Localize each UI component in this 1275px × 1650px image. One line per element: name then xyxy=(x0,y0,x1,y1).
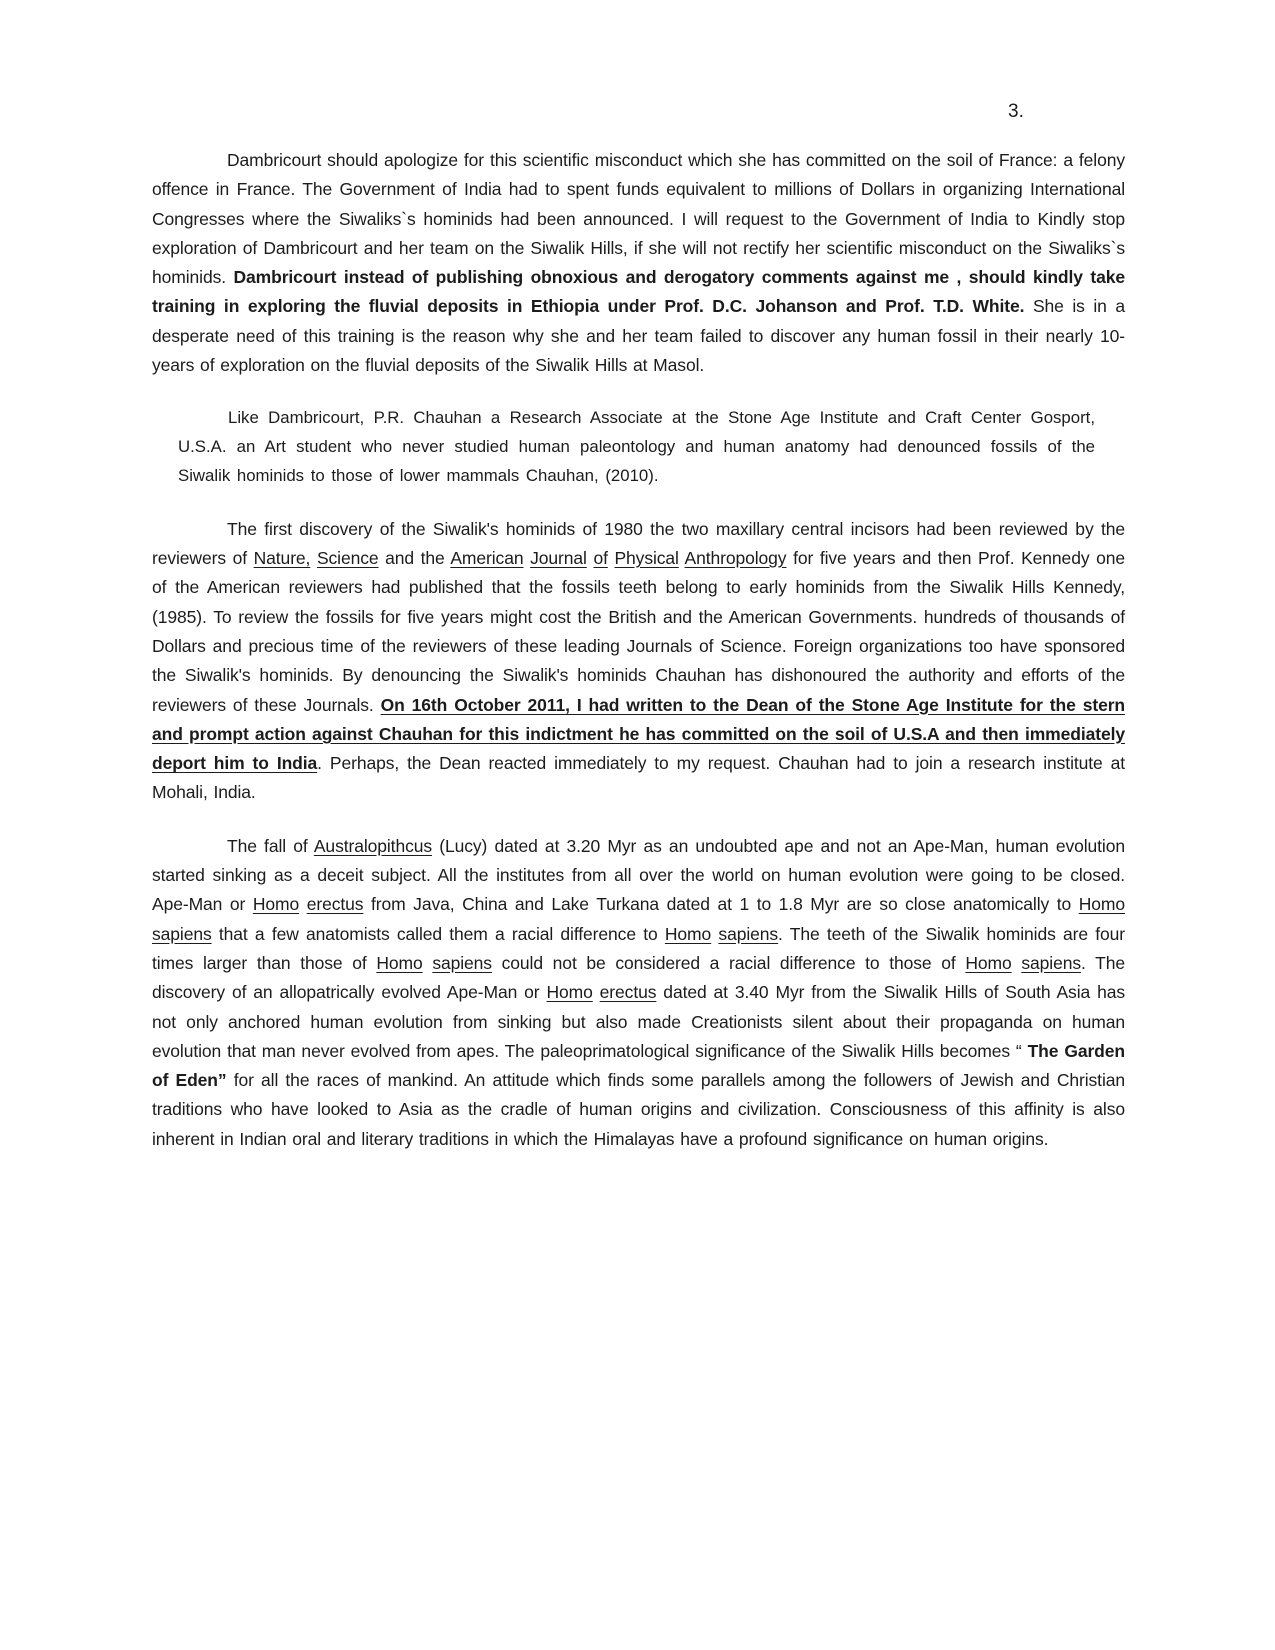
text-run: The Garden of Eden” xyxy=(152,1040,1125,1091)
text-run: sapiens xyxy=(152,923,212,944)
text-run: and the xyxy=(378,548,451,569)
text-run: sapiens xyxy=(1021,952,1081,973)
text-run: Homo xyxy=(965,952,1012,973)
text-run: of xyxy=(593,548,608,569)
text-run: Dambricourt instead of publishing obnoxious and derogatory comments against me , should kindly take training in exploring the fluvial deposits in Ethiopia under Prof. D.C. Johanson and Prof. T.D. White. xyxy=(152,267,1125,317)
text-run: from Java, China and Lake Turkana dated at 1 to 1.8 Myr are so close anatomically to xyxy=(363,894,1079,915)
text-run: Homo xyxy=(376,952,423,973)
text-run: The first discovery of the Siwalik's hominids of 1980 the two maxillary central incisors had been reviewed by the reviewers of xyxy=(152,518,1125,569)
text-run: On 16th October 2011, I had written to the Dean of the Stone Age Institute for the stern and prompt action against Chauhan for this indictment he has committed on the soil of U.S.A and then immediately deport him to India xyxy=(152,694,1126,774)
text-run: Anthropology xyxy=(684,548,787,569)
text-run: Dambricourt should apologize for this scientific misconduct which she has committed on the soil of France: a felony offence in France. The Government of India had to spent funds equivalent to millions of Dollars in organizing International Congresses where the Siwaliks`s hominids had been announced. I will request to the Government of India to Kindly stop exploration of Dambricourt and her team on the Siwalik Hills, if she will not rectify her scientific misconduct on the Siwaliks`s hominids. xyxy=(152,150,1125,288)
text-run: . The discovery of an allopatrically evolved Ape-Man or xyxy=(152,952,1125,1003)
text-run: that a few anatomists called them a racial difference to xyxy=(211,923,665,944)
document-body xyxy=(152,146,1125,1178)
text-run: Australopithcus xyxy=(313,835,433,856)
para-3 xyxy=(152,515,1125,808)
text-run: . The teeth of the Siwalik hominids are four times larger than those of xyxy=(152,923,1126,973)
text-run: (Lucy) dated at 3.20 Myr as an undoubted ape and not an Ape-Man, human evolution started sinking as a deceit subject. All the institutes from all over the world on human evolution were going to be closed. Ape-Man or xyxy=(152,835,1125,915)
text-run: American xyxy=(450,548,524,569)
text-run: Physical xyxy=(614,548,679,569)
text-run: sapiens xyxy=(432,952,492,973)
text-run: . Perhaps, the Dean reacted immediately to my request. Chauhan had to join a research institute at Mohali, India. xyxy=(152,753,1125,803)
text-run: Science xyxy=(316,548,379,569)
text-run xyxy=(299,894,307,914)
text-run: erectus xyxy=(306,894,364,915)
text-run: for five years and then Prof. Kennedy one of the American reviewers had published that the fossils teeth belong to early hominids from the Siwalik Hills Kennedy, (1985). To review the fossils for five years might cost the British and the American Governments. hundreds of thousands of Dollars and precious time of the reviewers of these leading Journals of Science. Foreign organizations too have sponsored the Siwalik's hominids. By denouncing the Siwalik's hominids Chauhan has dishonoured the authority and efforts of the reviewers of these Journals. xyxy=(152,548,1125,715)
text-run: erectus xyxy=(599,982,657,1003)
text-run: Homo xyxy=(546,982,593,1003)
para-4 xyxy=(152,832,1125,1154)
text-run: could not be considered a racial difference to those of xyxy=(491,952,966,973)
para-1 xyxy=(152,146,1125,380)
text-run: dated at 3.40 Myr from the Siwalik Hills of South Asia has not only anchored human evolution from sinking but also made Creationists silent about their propaganda on human evolution that man never evolved from apes. The paleoprimatological significance of the Siwalik Hills becomes “ xyxy=(152,982,1125,1061)
text-run: for all the races of mankind. An attitude which finds some parallels among the followers of Jewish and Christian traditions who have looked to Asia as the cradle of human origins and civilization. Consciousness of this affinity is also inherent in Indian oral and literary traditions in which the Himalayas have a profound significance on human origins. xyxy=(152,1070,1125,1149)
text-run: Homo xyxy=(1078,894,1125,915)
text-run: She is in a desperate need of this training is the reason why she and her team failed to discover any human fossil in their nearly 10-years of exploration on the fluvial deposits of the Siwalik Hills at Masol. xyxy=(152,296,1125,376)
text-run: sapiens xyxy=(718,923,779,944)
text-run: Nature, xyxy=(253,548,311,569)
para-2 xyxy=(178,404,1095,490)
text-run: The fall of xyxy=(227,835,314,856)
text-run xyxy=(593,982,600,1002)
text-run xyxy=(423,953,433,973)
text-run xyxy=(1012,953,1022,973)
text-run: Journal xyxy=(530,548,587,569)
text-run: Homo xyxy=(252,894,300,915)
text-run xyxy=(310,548,317,568)
text-run: Homo xyxy=(664,923,712,944)
text-run: Like Dambricourt, P.R. Chauhan a Research Associate at the Stone Age Institute and Craft Center Gosport, U.S.A. an Art student who never studied human paleontology and human anatomy had denounced fossils of the Siwalik hominids to those of lower mammals Chauhan, (2010). xyxy=(178,408,1095,485)
page-number: 3. xyxy=(1008,101,1024,122)
